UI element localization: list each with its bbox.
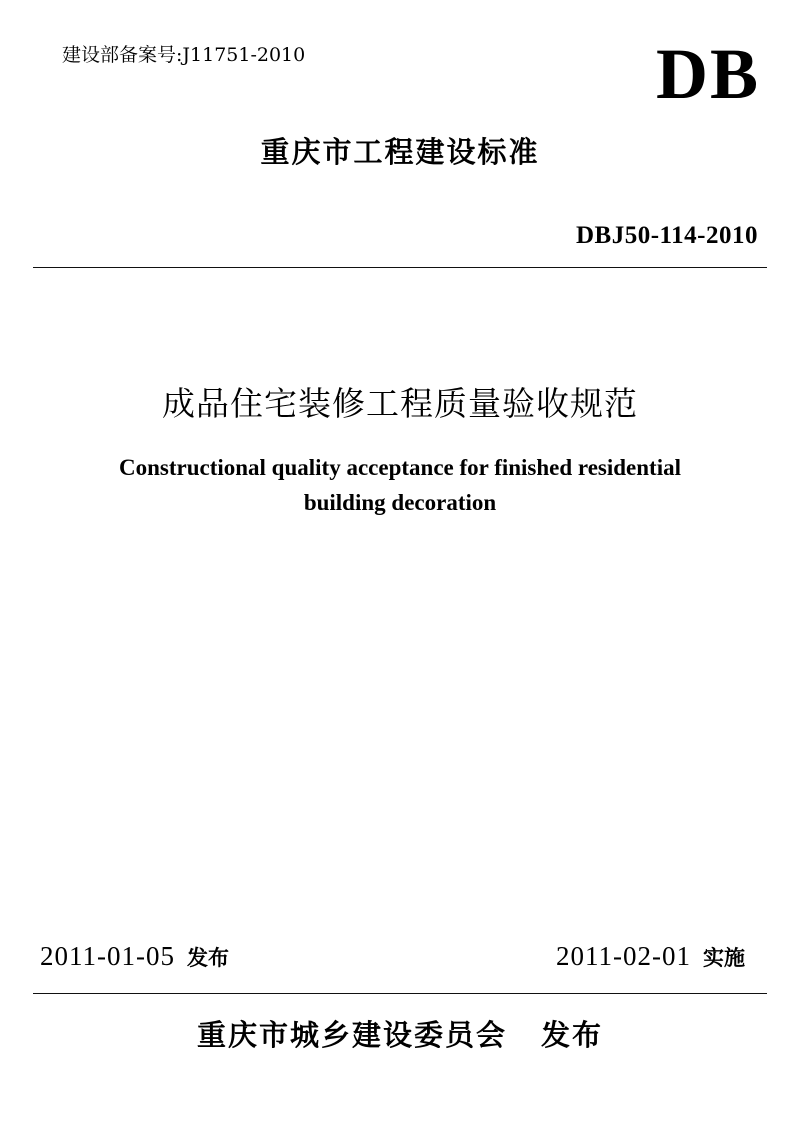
- issue-date-block: [40, 941, 229, 972]
- standard-code: DBJ50-114-2010: [576, 222, 758, 249]
- title-english-line-2: building decoration: [303, 490, 497, 515]
- title-english-line-1: Constructional quality acceptance for finished residential: [118, 455, 681, 480]
- issue-label: 发布: [186, 946, 229, 970]
- db-logo: DB: [655, 34, 760, 114]
- top-divider: [33, 267, 767, 268]
- issue-date: 2011-01-05: [40, 941, 175, 971]
- standard-category: 重庆市工程建设标准: [260, 135, 540, 169]
- bottom-divider: [33, 993, 767, 994]
- effective-date: 2011-02-01: [556, 941, 691, 971]
- issuer-line: [0, 1013, 800, 1054]
- title-chinese: 成品住宅装修工程质量验收规范: [162, 384, 638, 423]
- record-number: 建设部备案号:J11751-2010: [62, 44, 306, 66]
- effective-label: 实施: [703, 946, 745, 970]
- issuer-name: 重庆市城乡建设委员会: [196, 1018, 507, 1052]
- effective-date-block: [556, 941, 745, 972]
- issuer-action: 发布: [541, 1018, 604, 1052]
